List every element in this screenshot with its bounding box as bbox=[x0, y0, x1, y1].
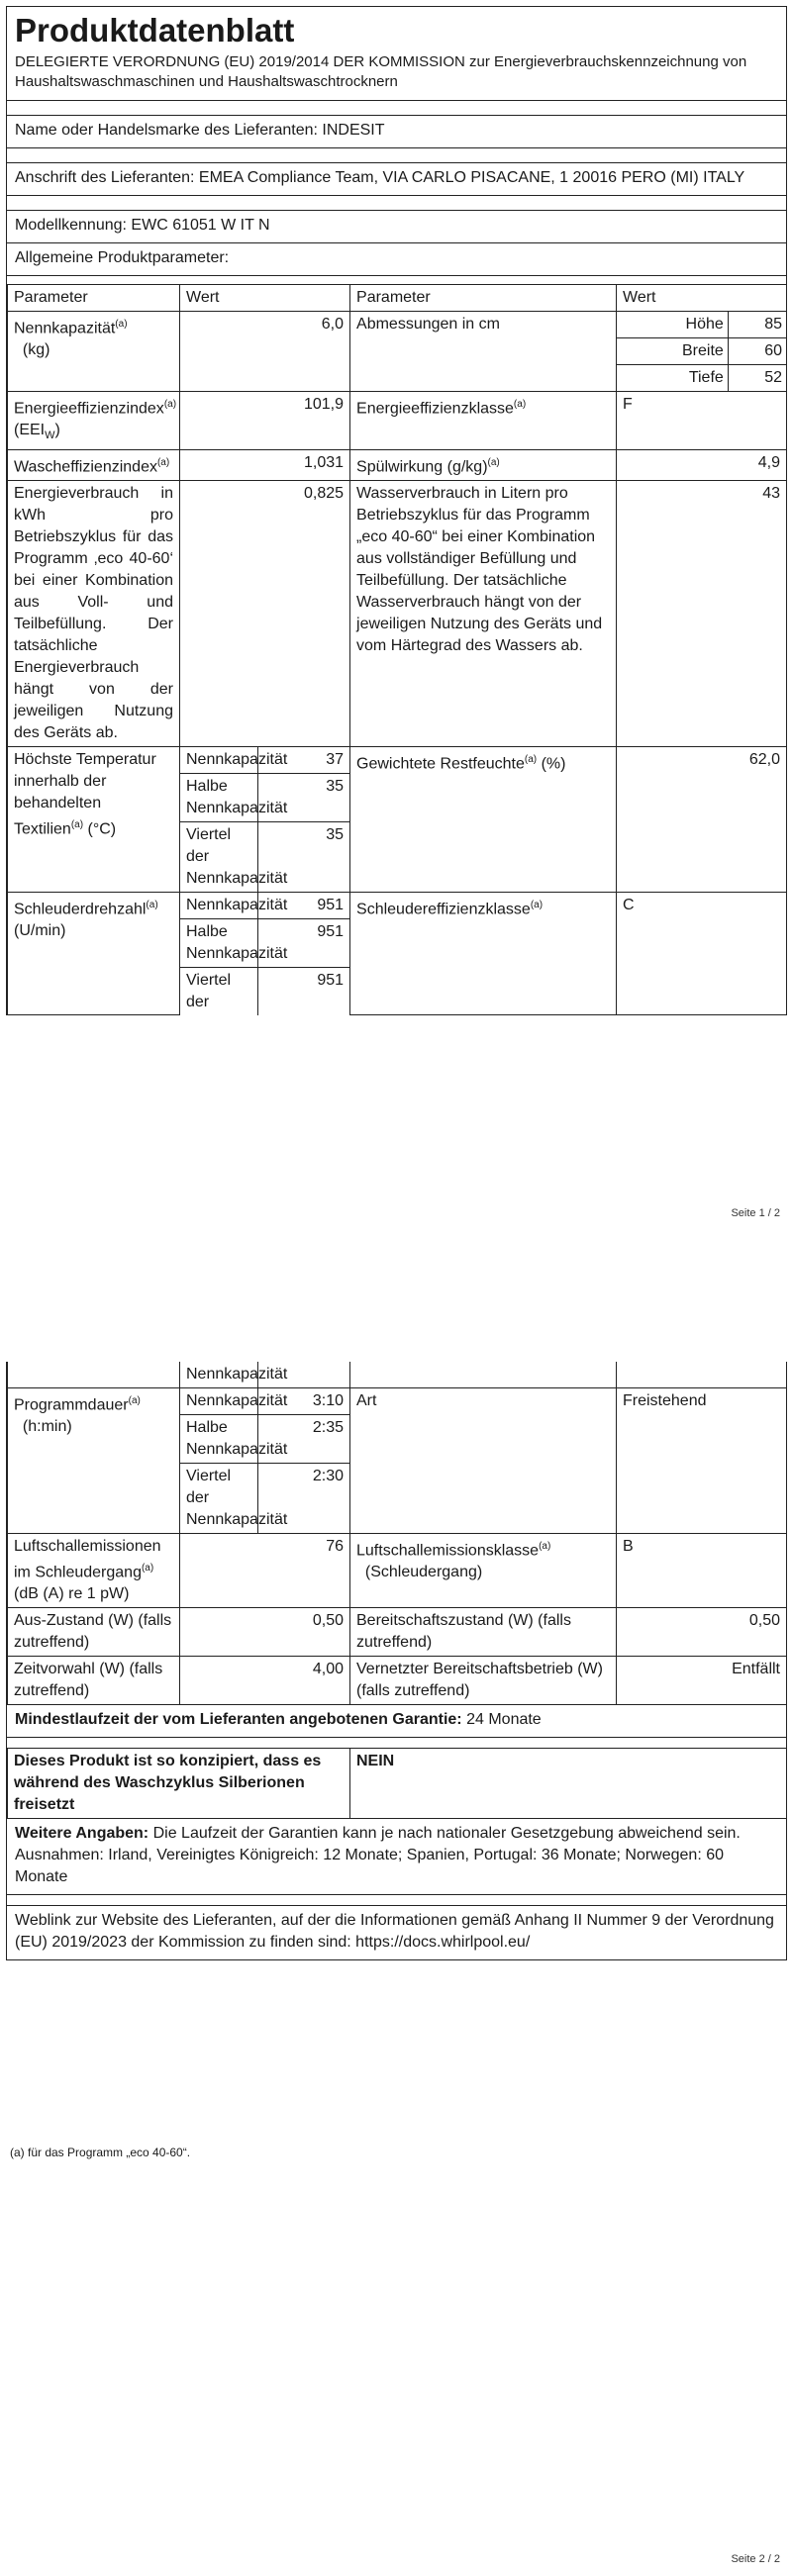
standby-value: 0,50 bbox=[617, 1608, 787, 1657]
energy-class-label: Energieeffizienzklasse$^{(a)}$ bbox=[350, 392, 617, 450]
regulation-text: DELEGIERTE VERORDNUNG (EU) 2019/2014 DER KOMMISSION zur Energieverbrauchskennzeichnung von Haushaltswaschmaschinen und Haushaltswaschtrocknern bbox=[15, 53, 747, 90]
model-value: EWC 61051 W IT N bbox=[131, 217, 270, 234]
more-info-row bbox=[7, 1819, 786, 1894]
general-params-row bbox=[7, 242, 786, 275]
type-value: Freistehend bbox=[617, 1388, 787, 1534]
spin-speed-label: Schleuderdrehzahl$^{(a)}$ (U/min) bbox=[8, 892, 180, 1015]
max-temp-rated-label: Nennkapazität bbox=[180, 746, 258, 773]
supplier-address-value: EMEA Compliance Team, VIA CARLO PISACANE, 1 20016 PERO (MI) ITALY bbox=[198, 169, 745, 186]
rinse-value: 4,9 bbox=[617, 449, 787, 480]
water-cons-label: Wasserverbrauch in Litern pro Betriebszyklus für das Programm „eco 40-60“ bei einer Kombination aus vollständiger Befüllung und Teilbefüllung. Der tatsächliche Wasserverbrauch hängt von der jeweiligen Nutzung des Geräts und vom Härtegrad des Wassers ab. bbox=[350, 480, 617, 746]
header-value: Wert bbox=[180, 285, 350, 312]
parameters-table-continued bbox=[7, 1362, 787, 1705]
table-row bbox=[8, 392, 787, 450]
noise-label: Luftschallemissionen im Schleudergang$^{(a)}$ (dB (A) re 1 pW) bbox=[8, 1534, 180, 1608]
table-row bbox=[8, 1608, 787, 1657]
wash-eff-value: 1,031 bbox=[180, 449, 350, 480]
supplier-address-label: Anschrift des Lieferanten: bbox=[15, 169, 195, 186]
spacer bbox=[7, 275, 786, 284]
table-header-row bbox=[8, 285, 787, 312]
duration-half-value: 2:35 bbox=[258, 1415, 350, 1464]
water-cons-value: 43 bbox=[617, 480, 787, 746]
spin-class-value: C bbox=[617, 892, 787, 1015]
table-row bbox=[8, 746, 787, 773]
silver-table bbox=[7, 1748, 787, 1819]
networked-standby-label: Vernetzter Bereitschaftsbetrieb (W) (falls zutreffend) bbox=[350, 1657, 617, 1705]
supplier-name-label: Name oder Handelsmarke des Lieferanten: bbox=[15, 122, 318, 139]
dim-height-label: Höhe bbox=[617, 312, 728, 338]
more-info-label: Weitere Angaben: bbox=[15, 1825, 149, 1843]
max-temp-rated-value: 37 bbox=[258, 746, 350, 773]
dim-depth-value: 52 bbox=[764, 369, 783, 386]
supplier-name-row bbox=[7, 115, 786, 147]
energy-cons-label: Energieverbrauch in kWh pro Betriebszyklus für das Programm ‚eco 40-60‘ bei einer Kombination aus Voll- und Teilbefüllung. Der tatsächliche Energieverbrauch hängt von der jeweiligen Nutzung des Geräts ab. bbox=[8, 480, 180, 746]
model-row bbox=[7, 210, 786, 242]
capacity-value: 6,0 bbox=[180, 312, 350, 392]
supplier-name-value: INDESIT bbox=[322, 122, 385, 139]
spin-half-value: 951 bbox=[258, 918, 350, 967]
spin-rated-label: Nennkapazität bbox=[180, 892, 258, 918]
general-params-label: Allgemeine Produktparameter: bbox=[15, 249, 230, 266]
spacer bbox=[7, 100, 786, 115]
dim-width-label: Breite bbox=[617, 338, 728, 365]
parameters-table bbox=[7, 284, 787, 1015]
max-temp-half-value: 35 bbox=[258, 773, 350, 821]
more-info-value: Die Laufzeit der Garantien kann je nach nationaler Gesetzgebung abweichend sein. Ausnahmen: Irland, Vereinigtes Königreich: 12 Monate; Spanien, Portugal: 36 Monate; Norwegen: 60 Monate bbox=[15, 1825, 741, 1886]
table-row bbox=[8, 892, 787, 918]
eei-label: Energieeffizienzindex$^{(a)}$ $(EEI_W)$ bbox=[8, 392, 180, 450]
type-label: Art bbox=[350, 1388, 617, 1534]
max-temp-label: Höchste Temperatur innerhalb der behandelten Textilien$^{(a)}$ (°C) bbox=[8, 746, 180, 892]
duration-half-label: Halbe Nennkapazität bbox=[180, 1415, 258, 1464]
page-1 bbox=[0, 0, 792, 1255]
spin-quarter-label: Viertel der bbox=[180, 967, 258, 1015]
dimensions-label: Abmessungen in cm bbox=[350, 312, 617, 392]
spin-class-label: Schleudereffizienzklasse$^{(a)}$ bbox=[350, 892, 617, 1015]
delay-start-value: 4,00 bbox=[180, 1657, 350, 1705]
table-row bbox=[8, 449, 787, 480]
spin-quarter-label-cont: Nennkapazität bbox=[180, 1362, 258, 1388]
duration-rated-value: 3:10 bbox=[258, 1388, 350, 1415]
spin-class-cont bbox=[350, 1362, 617, 1388]
dim-depth-label: Tiefe bbox=[617, 365, 728, 392]
max-temp-half-label: Halbe Nennkapazität bbox=[180, 773, 258, 821]
duration-quarter-value: 2:30 bbox=[258, 1464, 350, 1534]
page-title: Produktdatenblatt bbox=[15, 12, 295, 48]
model-label: Modellkennung: bbox=[15, 217, 127, 234]
weblink-text: Weblink zur Website des Lieferanten, auf der die Informationen gemäß Anhang II Nummer 9 der Verordnung (EU) 2019/2023 der Kommission zu finden sind: https://docs.whirlpool.eu/ bbox=[15, 1912, 774, 1952]
standby-label: Bereitschaftszustand (W) (falls zutreffend) bbox=[350, 1608, 617, 1657]
dim-height-value: 85 bbox=[728, 312, 786, 338]
max-temp-quarter-label: Viertel der Nennkapazität bbox=[180, 821, 258, 892]
duration-rated-label: Nennkapazität bbox=[180, 1388, 258, 1415]
table-row bbox=[8, 1362, 787, 1388]
spacer bbox=[7, 1894, 786, 1905]
page-2 bbox=[0, 1356, 792, 2576]
spacer bbox=[7, 195, 786, 210]
header-param: Parameter bbox=[8, 285, 180, 312]
wash-eff-label: Wascheffizienzindex$^{(a)}$ bbox=[8, 449, 180, 480]
page-1-frame bbox=[6, 6, 787, 1015]
table-row bbox=[8, 312, 787, 392]
noise-value: 76 bbox=[180, 1534, 350, 1608]
residual-label: Gewichtete Restfeuchte$^{(a)}$ (%) bbox=[350, 746, 617, 892]
header-param-2: Parameter bbox=[350, 285, 617, 312]
table-row bbox=[8, 1534, 787, 1608]
capacity-label: Nennkapazität$^{(a)}$ (kg) bbox=[8, 312, 180, 392]
silver-label: Dieses Produkt ist so konzipiert, dass es während des Waschzyklus Silberionen freisetzt bbox=[8, 1749, 350, 1819]
duration-label: Programmdauer$^{(a)}$ (h:min) bbox=[8, 1388, 180, 1534]
off-mode-value: 0,50 bbox=[180, 1608, 350, 1657]
table-row bbox=[8, 1657, 787, 1705]
header-value-2: Wert bbox=[617, 285, 787, 312]
spacer bbox=[7, 1737, 786, 1748]
max-temp-quarter-value: 35 bbox=[258, 821, 350, 892]
table-row bbox=[8, 480, 787, 746]
delay-start-label: Zeitvorwahl (W) (falls zutreffend) bbox=[8, 1657, 180, 1705]
spin-class-value-cont bbox=[617, 1362, 787, 1388]
warranty-value: 24 Monate bbox=[466, 1711, 542, 1729]
warranty-row bbox=[7, 1705, 786, 1737]
noise-class-label: Luftschallemissionsklasse$^{(a)}$ (Schleudergang) bbox=[350, 1534, 617, 1608]
energy-cons-value: 0,825 bbox=[180, 480, 350, 746]
networked-standby-value: Entfällt bbox=[617, 1657, 787, 1705]
spin-rated-value: 951 bbox=[258, 892, 350, 918]
weblink-row bbox=[7, 1905, 786, 1960]
title-block bbox=[7, 6, 786, 100]
spacer bbox=[7, 147, 786, 162]
duration-quarter-label: Viertel der Nennkapazität bbox=[180, 1464, 258, 1534]
footnote: (a) für das Programm „eco 40-60“. bbox=[10, 2146, 191, 2159]
dim-width-value: 60 bbox=[728, 338, 786, 365]
noise-class-value: B bbox=[617, 1534, 787, 1608]
table-row bbox=[8, 1388, 787, 1415]
off-mode-label: Aus-Zustand (W) (falls zutreffend) bbox=[8, 1608, 180, 1657]
dimensions-cell bbox=[617, 312, 787, 392]
page-number-1: Seite 1 / 2 bbox=[731, 1207, 780, 1219]
page-number-2: Seite 2 / 2 bbox=[731, 2553, 780, 2565]
supplier-address-row bbox=[7, 162, 786, 195]
energy-class-value: F bbox=[617, 392, 787, 450]
table-row bbox=[8, 1749, 787, 1819]
residual-value: 62,0 bbox=[617, 746, 787, 892]
rinse-label: Spülwirkung $(g/kg)^{(a)}$ bbox=[350, 449, 617, 480]
spin-half-label: Halbe Nennkapazität bbox=[180, 918, 258, 967]
spin-speed-cont bbox=[8, 1362, 180, 1388]
eei-value: 101,9 bbox=[180, 392, 350, 450]
warranty-label: Mindestlaufzeit der vom Lieferanten angebotenen Garantie: bbox=[15, 1711, 462, 1729]
spin-quarter-value: 951 bbox=[258, 967, 350, 1015]
page-2-frame bbox=[6, 1362, 787, 1960]
silver-value: NEIN bbox=[350, 1749, 787, 1819]
